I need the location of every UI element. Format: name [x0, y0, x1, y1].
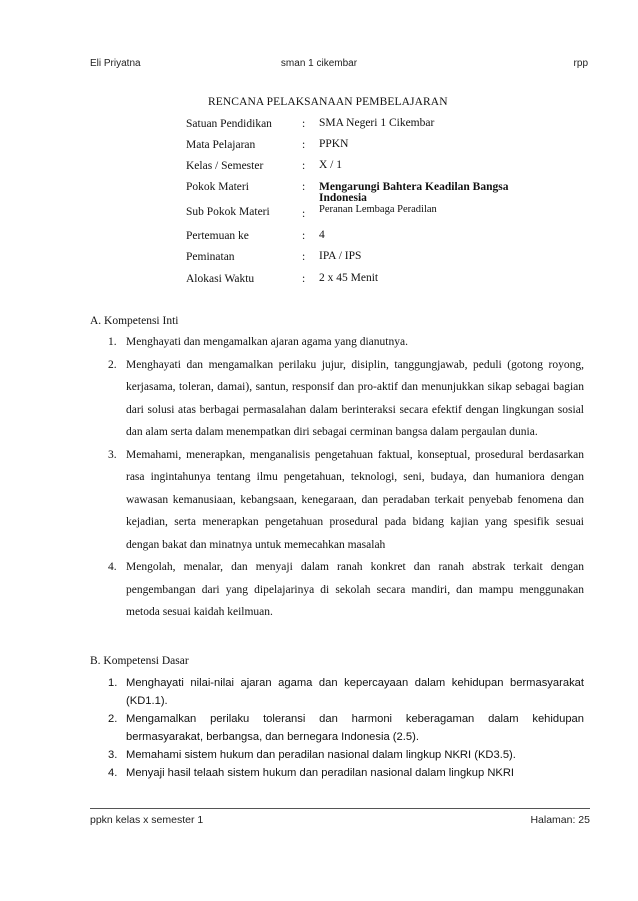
- info-label: Satuan Pendidikan: [186, 118, 272, 130]
- info-value: Peranan Lembaga Peradilan: [319, 204, 437, 215]
- info-label: Alokasi Waktu: [186, 273, 255, 285]
- info-label: Peminatan: [186, 251, 235, 263]
- info-label: Sub Pokok Materi: [186, 206, 270, 218]
- info-colon: :: [302, 230, 306, 242]
- list-item: [108, 746, 584, 764]
- header-school: sman 1 cikembar: [280, 58, 358, 69]
- info-colon: :: [302, 181, 306, 193]
- info-value: SMA Negeri 1 Cikembar: [319, 117, 435, 129]
- list-item: [108, 444, 584, 557]
- header-doc-type: rpp: [573, 58, 588, 69]
- list-item: [108, 710, 584, 746]
- item-text: Menyaji hasil telaah sistem hukum dan peradilan nasional dalam lingkup NKRI: [126, 767, 515, 779]
- info-label: Kelas / Semester: [186, 160, 264, 172]
- header-author: Eli Priyatna: [90, 58, 141, 69]
- info-colon: :: [302, 273, 306, 285]
- item-number: 4.: [108, 561, 117, 573]
- item-text: Menghayati nilai-nilai ajaran agama dan kepercayaan dalam kehidupan bermasyarakat (KD1.1).: [126, 677, 584, 707]
- item-number: 3.: [108, 749, 118, 761]
- info-colon: :: [302, 139, 306, 151]
- item-number: 1.: [108, 677, 118, 689]
- section-a-heading: A. Kompetensi Inti: [90, 315, 179, 327]
- item-text: Mengamalkan perilaku toleransi dan harmoni keberagaman dalam kehidupan bermasyarakat, berbangsa, dan bernegara Indonesia (2.5).: [126, 713, 584, 743]
- list-item: [108, 556, 584, 624]
- info-value: 4: [319, 229, 325, 241]
- item-text: Mengolah, menalar, dan menyaji dalam ranah konkret dan ranah abstrak terkait dengan pengembangan dari yang dipelajarinya di sekolah secara mandiri, dan mampu menggunakan metoda sesuai kaidah keilmuan.: [126, 561, 584, 618]
- info-value: PPKN: [319, 138, 349, 150]
- page-number: Halaman: 25: [530, 814, 590, 826]
- info-label: Pertemuan ke: [186, 230, 249, 242]
- info-label: Pokok Materi: [186, 181, 249, 193]
- info-colon: :: [302, 160, 306, 172]
- info-value: 2 x 45 Menit: [319, 272, 379, 284]
- item-number: 1.: [108, 336, 117, 348]
- footer-course: ppkn kelas x semester 1: [90, 814, 204, 826]
- info-colon: :: [302, 118, 306, 130]
- info-label: Mata Pelajaran: [186, 139, 256, 151]
- item-number: 2.: [108, 713, 118, 725]
- document-title: RENCANA PELAKSANAAN PEMBELAJARAN: [208, 96, 448, 108]
- kompetensi-dasar-list: [108, 674, 584, 782]
- item-text: Menghayati dan mengamalkan perilaku jujur, disiplin, tanggungjawab, peduli (gotong royong, kerjasama, toleran, damai), santun, responsif dan pro-aktif dan menunjukkan sikap sebagai bagian dari solusi atas berbagai permasalahan dalam berinteraksi secara efektif dengan lingkungan sosial dan alam serta dalam menempatkan diri sebagai cerminan bangsa dalam pergaulan dunia.: [126, 358, 584, 438]
- list-item: [108, 764, 584, 782]
- item-number: 4.: [108, 767, 118, 779]
- info-value: X / 1: [319, 159, 342, 171]
- info-colon: :: [302, 208, 306, 220]
- item-text: Memahami, menerapkan, menganalisis pengetahuan faktual, konseptual, prosedural berdasarkan rasa ingintahunya tentang ilmu pengetahuan, teknologi, seni, budaya, dan humaniora dengan wawasan kemanusiaan, kebangsaan, kenegaraan, dan peradaban terkait penyebab fenomena dan kejadian, serta menerapkan pengetahuan prosedural pada bidang kajian yang spesifik sesuai dengan bakat dan minatnya untuk memecahkan masalah: [126, 448, 584, 551]
- info-colon: :: [302, 251, 306, 263]
- info-value: IPA / IPS: [319, 250, 362, 262]
- list-item: [108, 331, 584, 354]
- item-number: 2.: [108, 358, 117, 371]
- list-item: [108, 674, 584, 710]
- kompetensi-inti-list: [108, 331, 584, 624]
- item-text: Memahami sistem hukum dan peradilan nasional dalam lingkup NKRI (KD3.5).: [126, 749, 516, 761]
- item-number: 3.: [108, 448, 117, 461]
- section-b-heading: B. Kompetensi Dasar: [90, 655, 189, 667]
- item-text: Menghayati dan mengamalkan ajaran agama yang dianutnya.: [126, 336, 408, 348]
- info-value: Mengarungi Bahtera Keadilan Bangsa Indonesia: [319, 181, 509, 204]
- footer-divider: [90, 808, 590, 809]
- list-item: [108, 354, 584, 444]
